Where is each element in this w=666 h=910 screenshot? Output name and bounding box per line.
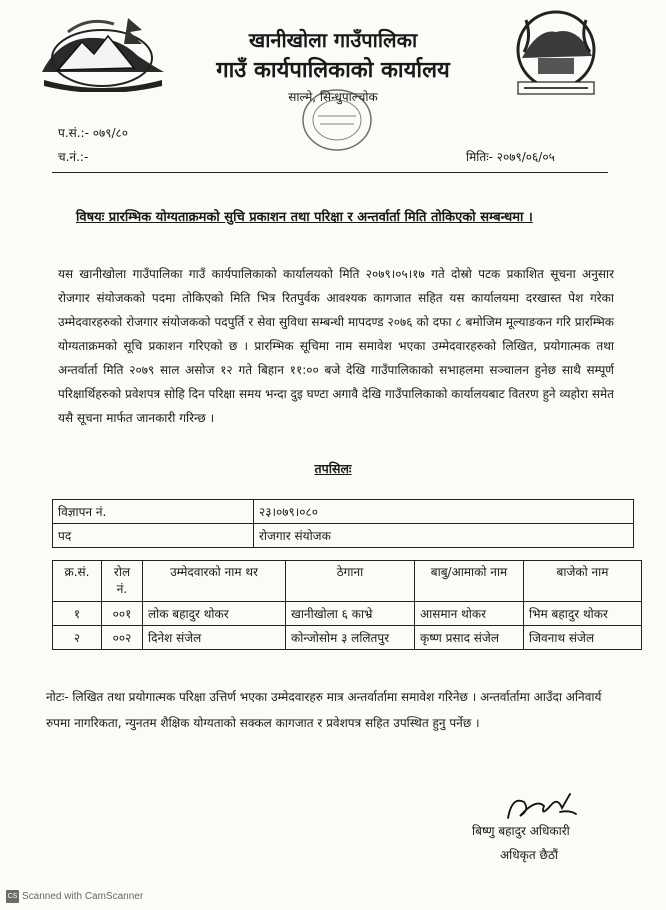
cell-roll: ००२: [102, 626, 143, 650]
post-row: [53, 524, 634, 548]
office-stamp: [298, 86, 376, 154]
scanner-watermark: [6, 890, 143, 903]
post-label: पद: [53, 524, 254, 548]
col-serial: क्र.सं.: [53, 561, 102, 602]
col-grandfather-name: बाजेको नाम: [524, 561, 642, 602]
cell-candidate-name: लोक बहादुर थोकर: [143, 602, 286, 626]
signatory-name: बिष्णु बहादुर अधिकारी: [472, 824, 570, 838]
advertisement-table: [52, 499, 634, 548]
table-row: [53, 602, 642, 626]
cell-parent-name: कृष्ण प्रसाद संजेल: [415, 626, 524, 650]
post-value: रोजगार संयोजक: [254, 524, 634, 548]
candidate-header-row: [53, 561, 642, 602]
reference-number: प.सं.:- ०७९/८०: [58, 126, 128, 140]
cell-grandfather-name: जिवनाथ संजेल: [524, 626, 642, 650]
col-roll: रोल नं.: [102, 561, 143, 602]
cell-address: कोन्जोसोम ३ ललितपुर: [286, 626, 415, 650]
cell-address: खानीखोला ६ काभ्रे: [286, 602, 415, 626]
municipality-seal-logo: [508, 8, 604, 98]
letter-body: यस खानीखोला गाउँपालिका गाउँ कार्यपालिकाको कार्यालयको मिति २०७९।०५।१७ गते दोस्रो पटक प्रकाशित सूचना अनुसार रोजगार संयोजकको पदमा तोकिएको मिति भित्र रितपुर्वक आवश्यक कागजात सहित यस कार्यालयमा दरखास्त पेश गरेका उम्मेदवारहरुको रोजगार संयोजकको पदपुर्ति र सेवा सुविधा सम्बन्धी मापदण्ड २०७६ को दफा ८ बमोजिम मूल्याङकन गरि प्रारम्भिक योग्यताक्रमको सूचि प्रकाशन गरिएको छ । प्रारम्भिक सूचिमा नाम समावेश भएका उम्मेदवारहरुको लिखित, प्रयोगात्मक तथा अन्तर्वार्ता मिति २०७९ साल असोज १२ गते बिहान ११:०० बजे देखि गाउँपालिकाको सभाहलमा सञ्चालन हुनेछ साथै सम्पूर्ण परिक्षार्थिहरुको प्रवेशपत्र सोहि दिन परिक्षा समय भन्दा दुइ घण्टा अगावै देखि गाउँपालिकाको कार्यालयबाट वितरण हुने व्यहोरा समेत यसै सूचना मार्फत जानकारी गरिन्छ ।: [58, 267, 614, 425]
signatory-title: अधिकृत छैठौं: [500, 848, 559, 862]
office-address: साल्मे, सिन्धुपाल्चोक: [288, 90, 378, 104]
ad-number-value: २३।०७९।०८०: [254, 500, 634, 524]
col-address: ठेगाना: [286, 561, 415, 602]
cell-serial: १: [53, 602, 102, 626]
cell-roll: ००१: [102, 602, 143, 626]
letter-note: नोटः- लिखित तथा प्रयोगात्मक परिक्षा उत्तिर्ण भएका उम्मेदवारहरु मात्र अन्तर्वार्तामा समावेश गरिनेछ । अन्तर्वार्तामा आउँदा अनिवार्य रुपमा नागरिकता, न्युनतम शैक्षिक योग्यताको सक्कल कागजात र प्रवेशपत्र सहित उपस्थित हुनु पर्नेछ ।: [46, 690, 602, 730]
cell-grandfather-name: भिम बहादुर थोकर: [524, 602, 642, 626]
letter-subject: विषयः प्रारम्भिक योग्यताक्रमको सुचि प्रकाशन तथा परिक्षा र अन्तर्वार्ता मिति तोकिएको सम्बन्धमा ।: [76, 210, 533, 225]
header-divider: [52, 172, 608, 173]
dispatch-number: च.नं.:-: [58, 150, 89, 164]
cell-parent-name: आसमान थोकर: [415, 602, 524, 626]
col-parent-name: बाबु/आमाको नाम: [415, 561, 524, 602]
details-heading: तपसिलः: [314, 461, 352, 476]
municipality-name: खानीखोला गाउँपालिका: [248, 28, 418, 52]
cell-candidate-name: दिनेश संजेल: [143, 626, 286, 650]
office-name: गाउँ कार्यपालिकाको कार्यालय: [216, 58, 450, 83]
ad-number-label: विज्ञापन नं.: [53, 500, 254, 524]
letter-date: मितिः- २०७९/०६/०५: [466, 150, 555, 164]
advertisement-row: [53, 500, 634, 524]
cell-serial: २: [53, 626, 102, 650]
candidate-table: [52, 560, 642, 650]
table-row: [53, 626, 642, 650]
camscanner-icon: CS: [6, 890, 19, 903]
col-candidate-name: उम्मेदवारको नाम थर: [143, 561, 286, 602]
watermark-text: Scanned with CamScanner: [22, 891, 144, 903]
